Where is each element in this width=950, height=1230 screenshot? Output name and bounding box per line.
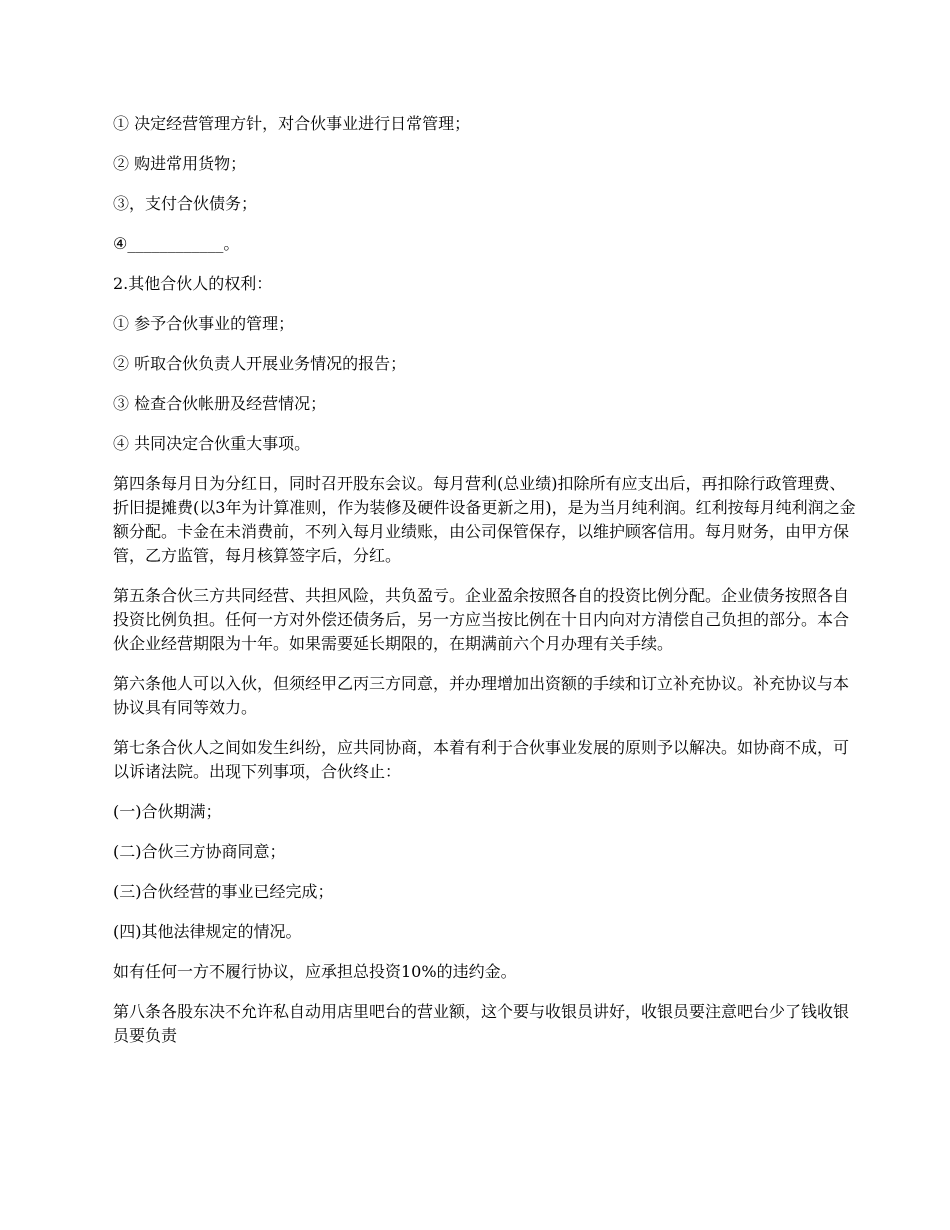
paragraph-right-4: ④____________。: [113, 234, 240, 253]
paragraph-other-right-4: ④ 共同决定合伙重大事项。: [113, 434, 311, 453]
article-7-paragraph: 第七条合伙人之间如发生纠纷，应共同协商，本着有利于合伙事业发展的原则予以解决。如协商不成，可以诉诸法院。出现下列事项，合伙终止：: [113, 738, 850, 781]
paragraph-other-partners-rights-heading: 2.其他合伙人的权利：: [113, 274, 273, 293]
termination-item-4: (四)其他法律规定的情况。: [113, 922, 302, 941]
article-6-paragraph: 第六条他人可以入伙，但须经甲乙丙三方同意，并办理增加出资额的手续和订立补充协议。补充协议与本协议具有同等效力。: [113, 674, 850, 717]
termination-item-1: (一)合伙期满；: [113, 802, 222, 821]
penalty-paragraph: 如有任何一方不履行协议，应承担总投资10%的违约金。: [113, 962, 517, 981]
article-8-paragraph: 第八条各股东决不允许私自动用店里吧台的营业额，这个要与收银员讲好，收银员要注意吧台少了钱收银员要负责: [113, 1002, 850, 1045]
article-5-paragraph: 第五条合伙三方共同经营、共担风险，共负盈亏。企业盈余按照各自的投资比例分配。企业债务按照各自投资比例负担。任何一方对外偿还债务后，另一方应当按比例在十日内向对方清偿自己负担的部分。本合伙企业经营期限为十年。如果需要延长期限的，在期满前六个月办理有关手续。: [113, 586, 850, 653]
termination-item-3: (三)合伙经营的事业已经完成；: [113, 882, 334, 901]
paragraph-right-2: ② 购进常用货物；: [113, 154, 247, 173]
article-4-paragraph: 第四条每月日为分红日，同时召开股东会议。每月营利(总业绩)扣除所有应支出后，再扣除行政管理费、折旧提摊费(以3年为计算准则，作为装修及硬件设备更新之用)，是为当月纯利润。红利按每月纯利润之金额分配。卡金在未消费前，不列入每月业绩账，由公司保管保存，以维护顾客信用。每月财务，由甲方保管，乙方监管，每月核算签字后，分红。: [113, 474, 856, 565]
paragraph-other-right-3: ③ 检查合伙帐册及经营情况；: [113, 394, 327, 413]
paragraph-right-3: ③，支付合伙债务；: [113, 194, 258, 213]
document-body: [113, 112, 857, 1064]
termination-item-2: (二)合伙三方协商同意；: [113, 842, 286, 861]
paragraph-other-right-1: ① 参予合伙事业的管理；: [113, 314, 295, 333]
paragraph-right-1: ① 决定经营管理方针，对合伙事业进行日常管理；: [113, 114, 471, 133]
paragraph-other-right-2: ② 听取合伙负责人开展业务情况的报告；: [113, 354, 407, 373]
